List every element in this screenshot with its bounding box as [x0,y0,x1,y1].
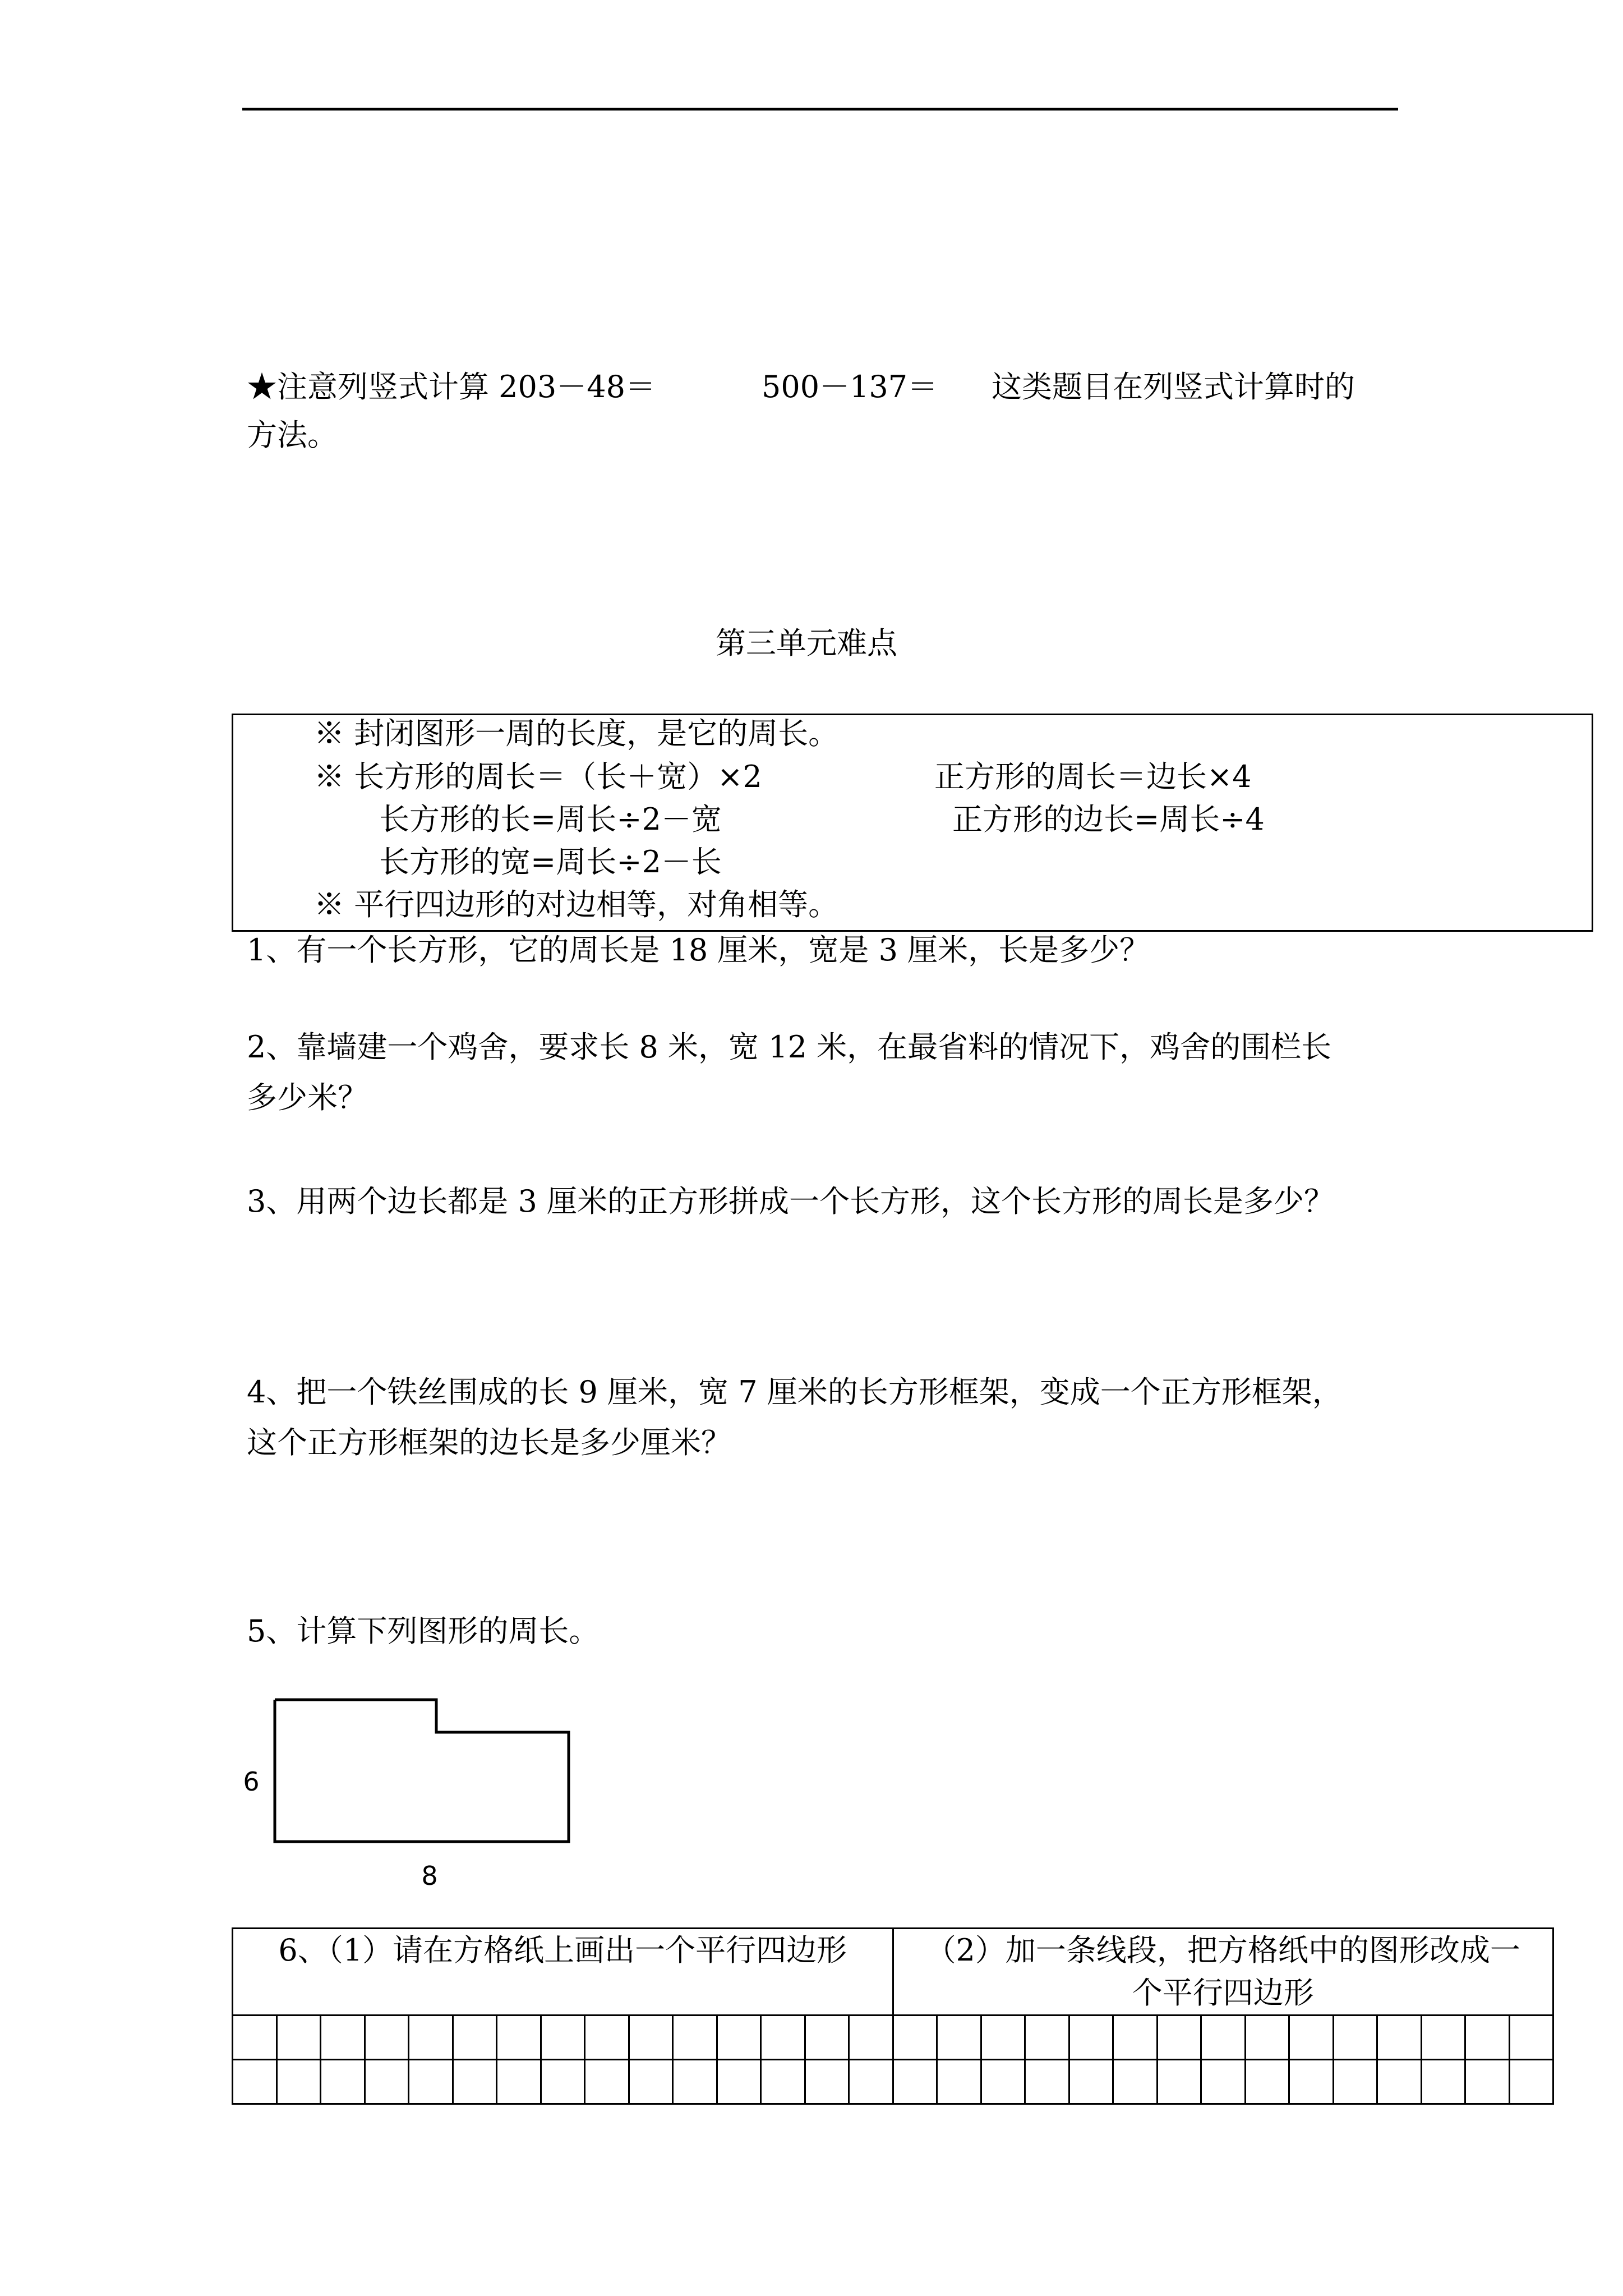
grid-square [1421,2060,1465,2104]
question-4-line2: 这个正方形框架的边长是多少厘米？ [247,1425,731,1460]
grid-right-header-line2: 个平行四边形 [1132,1975,1314,2010]
grid-square [629,2060,673,2104]
grid-left-header-text: 6、（1）请在方格纸上画出一个平行四边形 [278,1932,847,1968]
grid-square [1509,2016,1553,2060]
header-rule [242,108,1398,111]
grid-square [717,2016,761,2060]
top-note-part-b: 500－137＝ [762,369,938,404]
grid-square [893,2016,937,2060]
grid-square [937,2060,981,2104]
unit-title: 第三单元难点 [716,625,897,661]
grid-square [1025,2016,1069,2060]
grid-square [541,2060,585,2104]
grid-square [1333,2016,1377,2060]
grid-square [761,2060,805,2104]
grid-square [321,2016,365,2060]
figure-height-label: 6 [243,1766,260,1797]
grid-square [1157,2016,1201,2060]
grid-square [1025,2060,1069,2104]
grid-square [981,2060,1025,2104]
grid-square [1113,2016,1158,2060]
grid-square [321,2060,365,2104]
grid-row [233,2016,1553,2060]
grid-right-header-line1: （2）加一条线段，把方格纸中的图形改成一 [925,1932,1520,1968]
grid-square [1245,2060,1289,2104]
grid-square [497,2016,541,2060]
grid-left-header [233,1929,893,2016]
grid-square [1113,2060,1158,2104]
grid-square [276,2016,321,2060]
rule-perimeter-definition: ※ 封闭图形一周的长度，是它的周长。 [314,716,839,751]
grid-square [849,2060,893,2104]
question-2-line2: 多少米？ [247,1080,368,1115]
grid-square [1421,2016,1465,2060]
top-note-line2: 方法。 [247,417,338,453]
rule-rectangle-length: 长方形的长=周长÷2－宽 [379,802,722,837]
grid-square [233,2060,277,2104]
question-4-line1: 4、把一个铁丝围成的长 9 厘米，宽 7 厘米的长方形框架，变成一个正方形框架， [247,1374,1343,1410]
rule-rectangle-perimeter: ※ 长方形的周长＝（长＋宽）×2 [314,759,762,794]
grid-square [1377,2060,1422,2104]
grid-square [585,2060,629,2104]
grid-square [1245,2016,1289,2060]
grid-row [233,2060,1553,2104]
grid-square [1333,2060,1377,2104]
grid-square [409,2016,453,2060]
grid-square [541,2016,585,2060]
grid-task-table [232,1927,1554,2105]
question-1: 1、有一个长方形，它的周长是 18 厘米，宽是 3 厘米，长是多少？ [247,932,1150,968]
grid-square [937,2016,981,2060]
grid-square [805,2060,849,2104]
grid-square [717,2060,761,2104]
top-note-part-c: 这类题目在列竖式计算时的 [992,369,1355,404]
figure-width-label: 8 [421,1861,438,1891]
grid-square [849,2016,893,2060]
grid-square [1069,2060,1113,2104]
grid-square [1201,2060,1246,2104]
grid-square [365,2060,409,2104]
perimeter-figure [236,1683,583,1896]
grid-square [893,2060,937,2104]
question-2-line1: 2、靠墙建一个鸡舍，要求长 8 米，宽 12 米，在最省料的情况下，鸡舍的围栏长 [247,1029,1332,1065]
top-note-part-a: ★注意列竖式计算 203－48＝ [247,369,656,404]
grid-square [629,2016,673,2060]
grid-square [233,2016,277,2060]
grid-square [585,2016,629,2060]
grid-square [276,2060,321,2104]
rule-rectangle-width: 长方形的宽=周长÷2－长 [379,844,722,880]
question-3: 3、用两个边长都是 3 厘米的正方形拼成一个长方形，这个长方形的周长是多少？ [247,1184,1335,1219]
grid-square [1465,2016,1510,2060]
grid-square [1289,2016,1334,2060]
figure-outline [275,1700,569,1842]
grid-square [453,2060,497,2104]
grid-square [1289,2060,1334,2104]
grid-square [1377,2016,1422,2060]
grid-square [1509,2060,1553,2104]
rule-square-side: 正方形的边长=周长÷4 [952,802,1265,837]
grid-square [1465,2060,1510,2104]
grid-square [981,2016,1025,2060]
grid-square [365,2016,409,2060]
grid-square [409,2060,453,2104]
grid-square [497,2060,541,2104]
grid-square [1201,2016,1246,2060]
grid-square [1069,2016,1113,2060]
grid-square [761,2016,805,2060]
grid-square [453,2016,497,2060]
grid-square [673,2016,717,2060]
rule-square-perimeter: 正方形的周长＝边长×4 [934,759,1252,794]
grid-header-row [233,1929,1553,2016]
grid-square [805,2016,849,2060]
grid-right-header [893,1929,1553,2016]
grid-square [673,2060,717,2104]
rule-parallelogram: ※ 平行四边形的对边相等，对角相等。 [314,887,839,922]
grid-square [1157,2060,1201,2104]
question-5: 5、计算下列图形的周长。 [247,1613,600,1649]
